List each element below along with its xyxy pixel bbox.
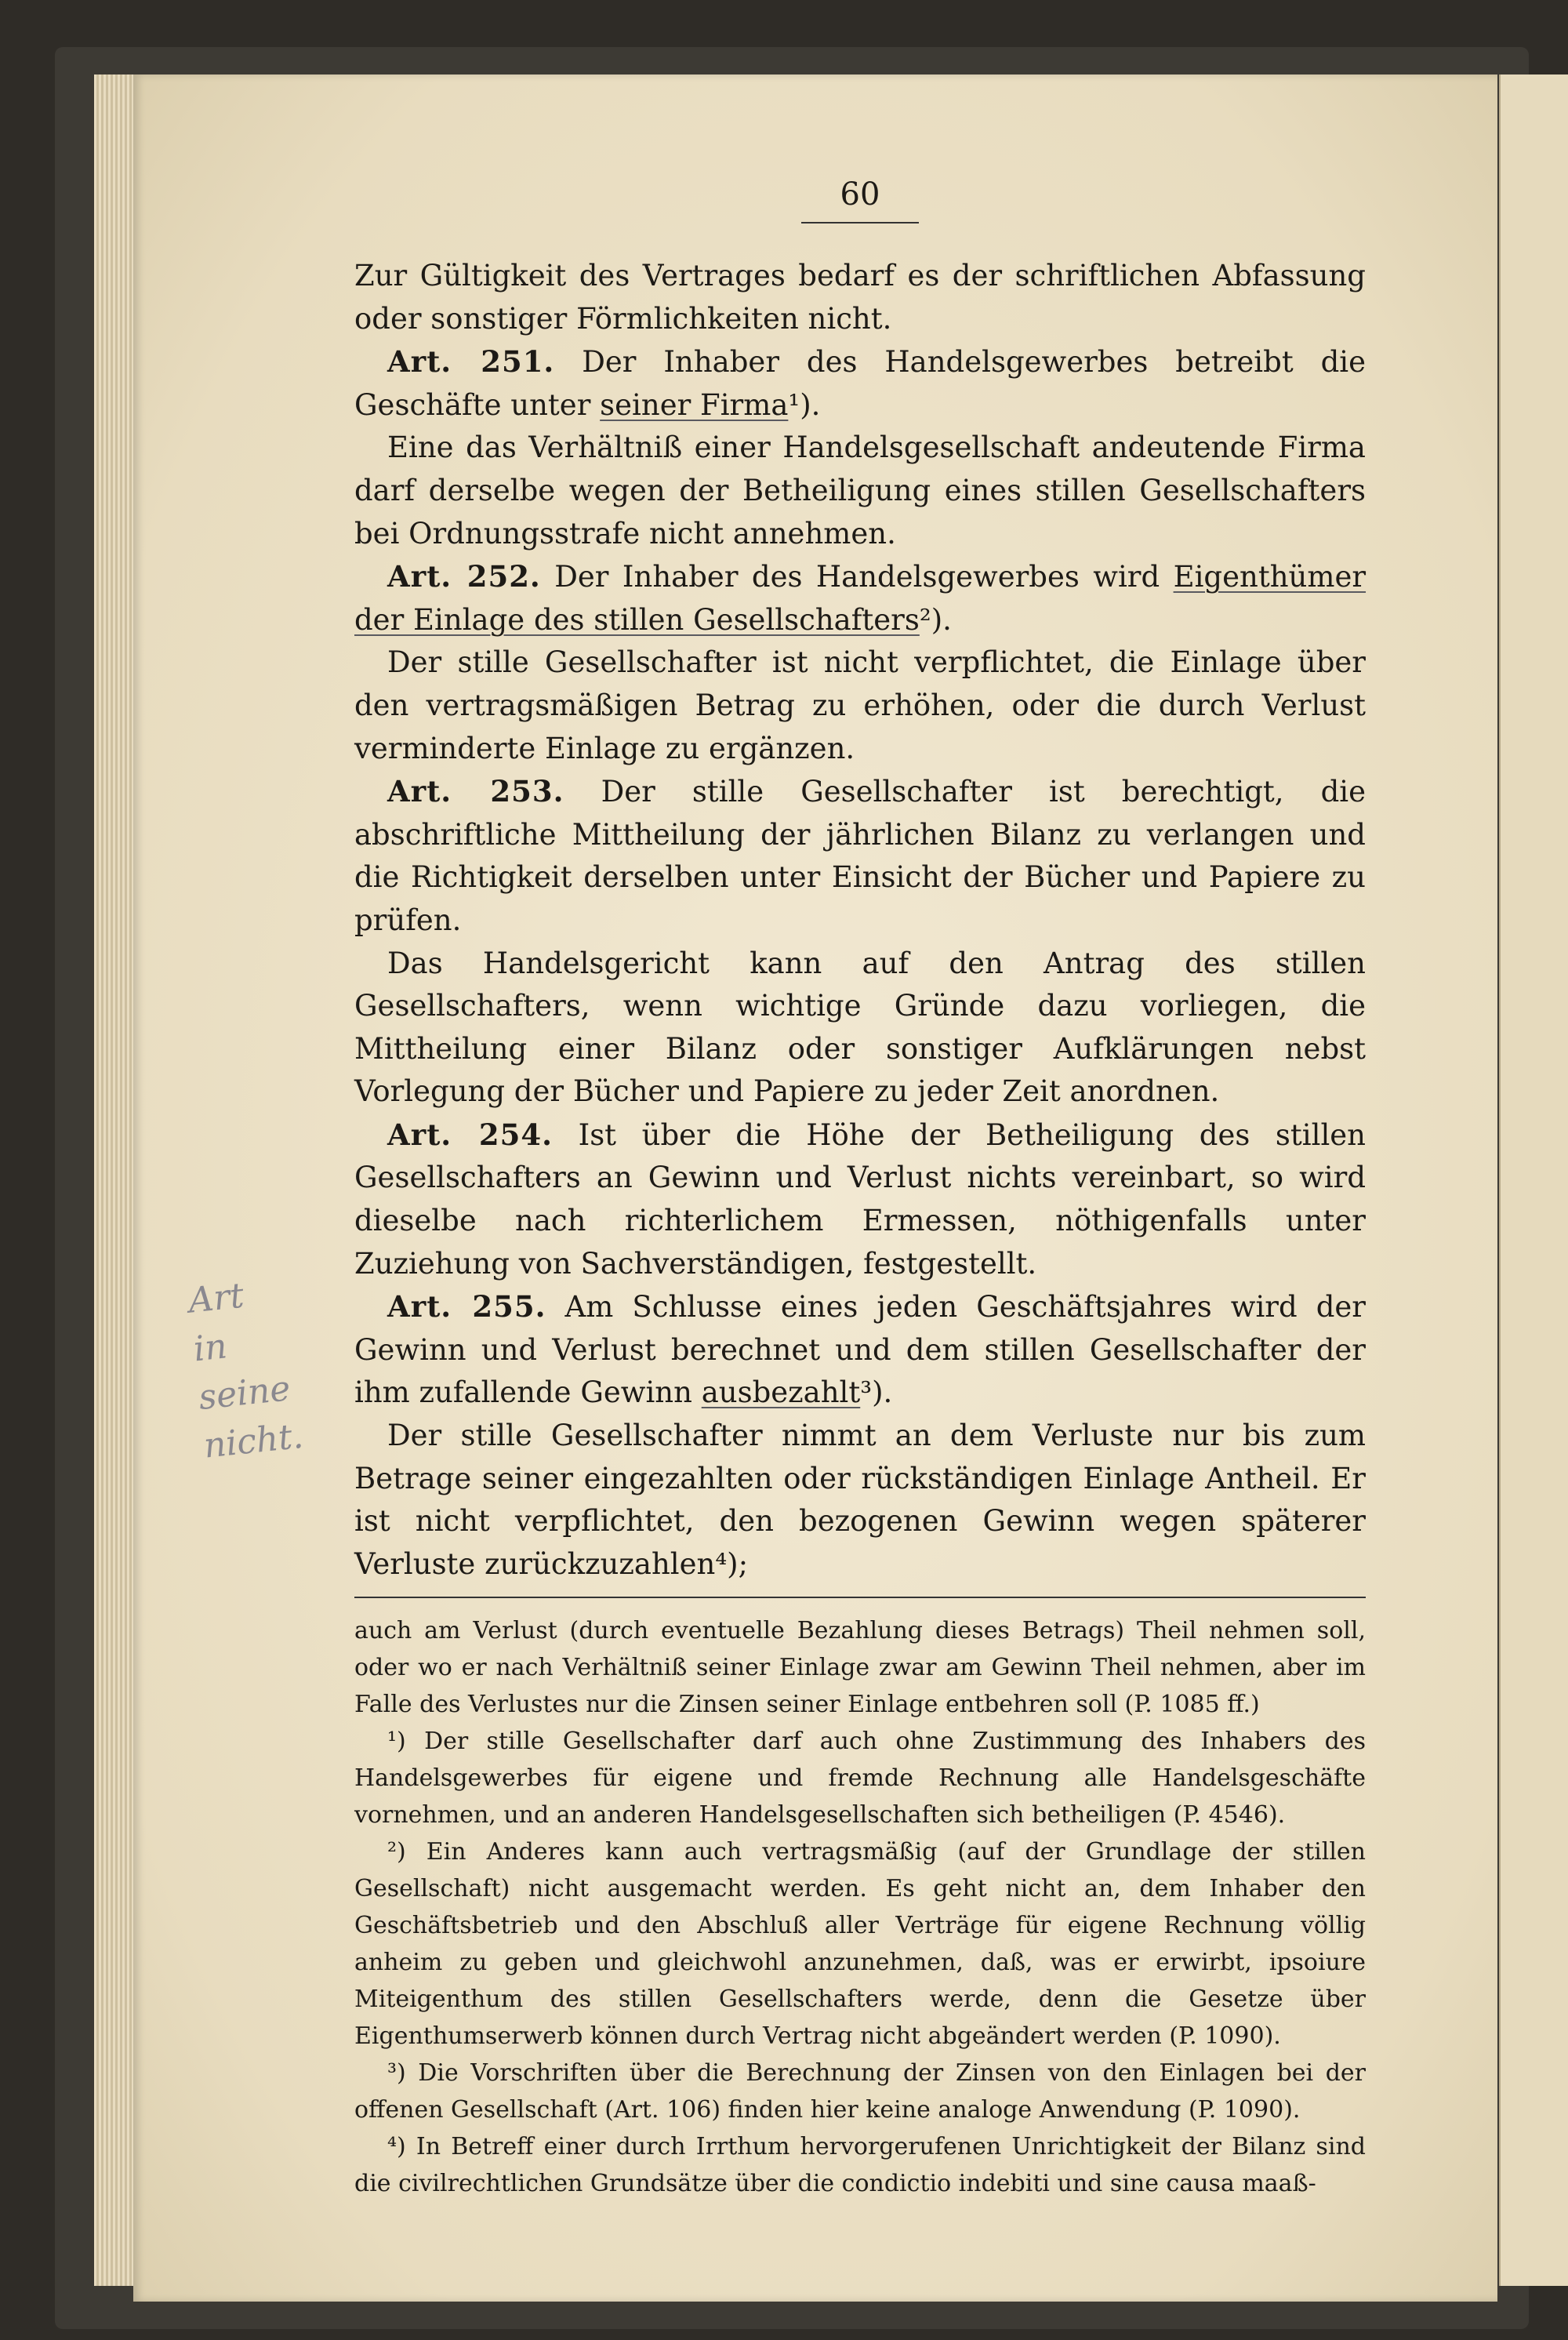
paragraph: Zur Gültigkeit des Vertrages bedarf es der schriftlichen Abfassung oder sonstiger Förmlichkeiten nicht.	[354, 259, 1366, 336]
article-text: Der Inhaber des Handelsgewerbes betreibt die Geschäfte unter	[354, 345, 1367, 422]
article-label: Art. 255.	[387, 1289, 546, 1324]
footnote-divider	[354, 1597, 1366, 1598]
paragraph: Das Handelsgericht kann auf den Antrag des stillen Gesellschafters, wenn wichtige Gründe dazu vorliegen, die Mittheilung einer Bilanz oder sonstiger Aufklärungen nebst Vorlegung der Bücher und Papiere zu jeder Zeit anordnen.	[354, 946, 1366, 1109]
article-text: Am Schlusse eines jeden Geschäftsjahres wird der Gewinn und Verlust berechnet und dem stillen Gesellschafter der ihm zufallende Gewinn	[354, 1290, 1366, 1410]
body-text	[354, 255, 1366, 1586]
paragraph: Der stille Gesellschafter ist nicht verpflichtet, die Einlage über den vertragsmäßigen Betrag zu erhöhen, oder die durch Verlust verminderte Einlage zu ergänzen.	[354, 645, 1366, 765]
article-253	[354, 770, 1366, 942]
article-label: Art. 251.	[387, 344, 555, 380]
footnotes	[354, 1612, 1366, 2202]
article-label: Art. 254.	[387, 1117, 553, 1152]
paragraph: Der stille Gesellschafter nimmt an dem Verluste nur bis zum Betrage seiner eingezahlten oder rückständigen Einlage Antheil. Er ist nicht verpflichtet, den bezogenen Gewinn wegen späterer Verluste zurückzuzahlen⁴);	[354, 1419, 1366, 1581]
footnote-2: ²) Ein Anderes kann auch vertragsmäßig (auf der Grundlage der stillen Gesellschaft) nicht ausgemacht werden. Es geht nicht an, dem Inhaber den Geschäftsbetrieb und den Abschluß aller Verträge für eigene Rechnung völlig anheim zu geben und gleichwohl anzunehmen, daß, was er erwirbt, ipsoiure Miteigenthum des stillen Gesellschafters werde, denn die Gesetze über Eigenthumserwerb können durch Vertrag nicht abgeändert werden (P. 1090).	[354, 1838, 1366, 2051]
facing-page-edge	[1499, 74, 1568, 2286]
paragraph: Eine das Verhältniß einer Handelsgesellschaft andeutende Firma darf derselbe wegen der Betheiligung eines stillen Gesellschafters bei Ordnungsstrafe nicht annehmen.	[354, 431, 1366, 550]
footnote-1: ¹) Der stille Gesellschafter darf auch ohne Zustimmung des Inhabers des Handelsgewerbes für eigene und fremde Rechnung alle Handelsgeschäfte vornehmen, und an anderen Handelsgesellschaften sich betheiligen (P. 4546).	[354, 1728, 1366, 1829]
pen-underlined-text: seiner Firma	[600, 387, 789, 422]
page-number: 60	[354, 176, 1366, 213]
article-text: Der Inhaber des Handelsgewerbes wird	[554, 560, 1160, 594]
article-255	[354, 1285, 1366, 1415]
article-label: Art. 253.	[387, 774, 564, 809]
footnote-continuation: auch am Verlust (durch eventuelle Bezahlung dieses Betrags) Theil nehmen soll, oder wo er nach Verhältniß seiner Einlage zwar am Gewinn Theil nehmen, aber im Falle des Verlustes nur die Zinsen seiner Einlage entbehren soll (P. 1085 ff.)	[354, 1617, 1366, 1719]
article-252	[354, 555, 1366, 641]
page-content	[354, 176, 1366, 2202]
pen-underlined-text: ausbezahlt	[701, 1375, 861, 1410]
footnote-ref: ²).	[919, 602, 952, 637]
footnote-ref: ¹).	[788, 387, 821, 422]
article-text: Ist über die Höhe der Betheiligung des stillen Gesellschafters an Gewinn und Verlust nichts vereinbart, so wird dieselbe nach richterlichem Ermessen, nöthigenfalls unter Zuziehung von Sachverständigen, festgestellt.	[354, 1117, 1367, 1281]
article-254	[354, 1114, 1366, 1285]
handwritten-margin-note: Art in seine nicht.	[186, 1275, 306, 1466]
article-251	[354, 340, 1366, 427]
footnote-4: ⁴) In Betreff einer durch Irrthum hervorgerufenen Unrichtigkeit der Bilanz sind die civilrechtlichen Grundsätze über die condictio indebiti und sine causa maaß-	[354, 2133, 1366, 2198]
footnote-ref: ³).	[860, 1375, 893, 1410]
article-text: Der stille Gesellschafter ist berechtigt, die abschriftliche Mittheilung der jährlichen Bilanz zu verlangen und die Richtigkeit derselben unter Einsicht der Bücher und Papiere zu prüfen.	[354, 775, 1366, 937]
footnote-3: ³) Die Vorschriften über die Berechnung der Zinsen von den Einlagen bei der offenen Gesellschaft (Art. 106) finden hier keine analoge Anwendung (P. 1090).	[354, 2059, 1366, 2124]
article-label: Art. 252.	[387, 559, 541, 594]
pen-underlined-text: Eigenthümer der Einlage des stillen Gesellschafters	[354, 560, 1367, 637]
